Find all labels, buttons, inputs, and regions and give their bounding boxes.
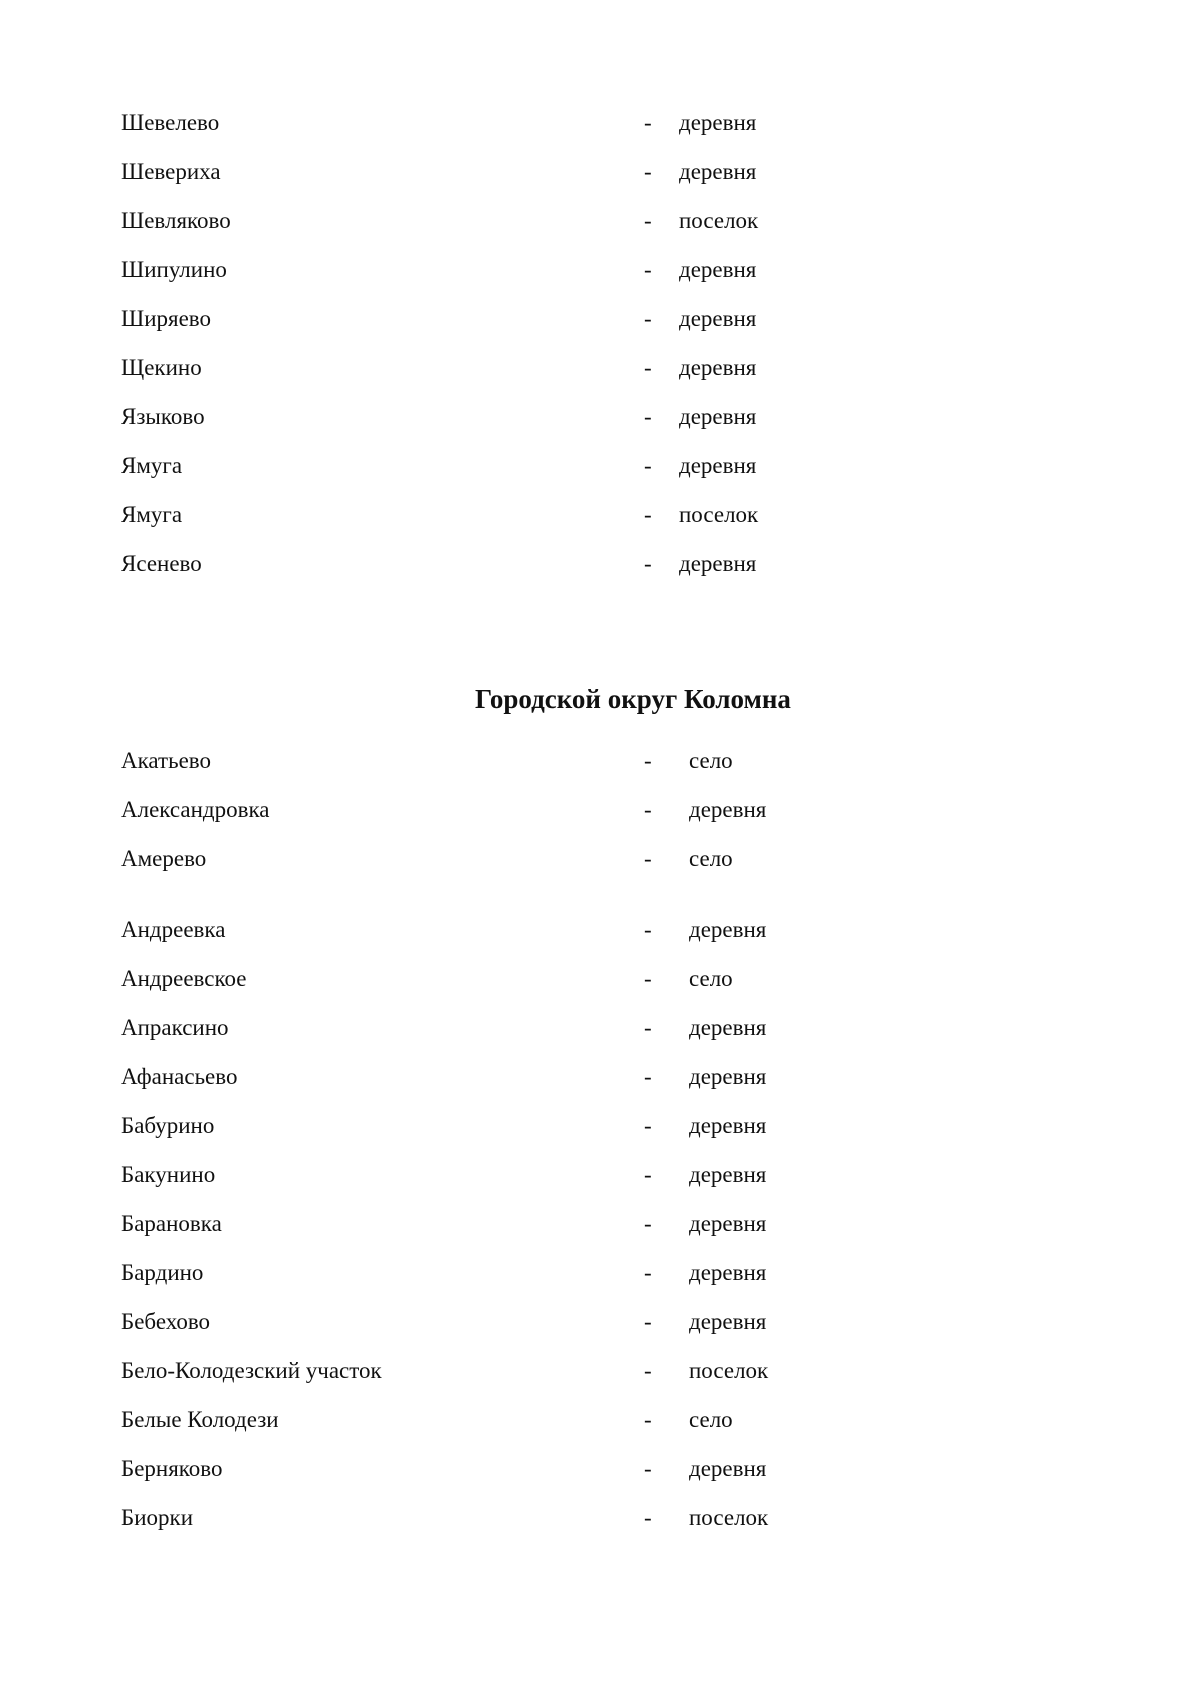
settlement-type: село: [689, 846, 733, 871]
settlement-name: Щекино: [121, 355, 202, 380]
list-item: [121, 1111, 1021, 1160]
settlement-name: Барановка: [121, 1211, 222, 1236]
settlement-type: село: [689, 748, 733, 773]
dash-separator: -: [644, 748, 652, 773]
settlement-name: Бабурино: [121, 1113, 215, 1138]
settlement-type: деревня: [689, 1113, 767, 1138]
dash-separator: -: [644, 159, 652, 184]
settlement-type: село: [689, 966, 733, 991]
settlement-name: Бело-Колодезский участок: [121, 1358, 382, 1383]
dash-separator: -: [644, 1015, 652, 1040]
settlement-name: Амерево: [121, 846, 207, 871]
list-item: [121, 795, 1021, 844]
settlement-type: поселок: [689, 1505, 769, 1530]
settlement-type: деревня: [689, 1015, 767, 1040]
settlement-name: Берняково: [121, 1456, 223, 1481]
settlement-name: Андреевское: [121, 966, 247, 991]
dash-separator: -: [644, 1260, 652, 1285]
settlement-type: поселок: [689, 1358, 769, 1383]
list-item: [121, 402, 1021, 451]
list-item: [121, 1062, 1021, 1111]
list-item: [121, 304, 1021, 353]
list-item: [121, 1307, 1021, 1356]
list-item: [121, 915, 1021, 964]
list-item: [121, 746, 1021, 795]
list-item: [121, 1258, 1021, 1307]
list-item: [121, 157, 1021, 206]
list-item: [121, 549, 1021, 598]
settlement-type: деревня: [689, 1064, 767, 1089]
dash-separator: -: [644, 1456, 652, 1481]
list-item: [121, 206, 1021, 255]
settlement-name: Андреевка: [121, 917, 226, 942]
dash-separator: -: [644, 551, 652, 576]
list-item: [121, 1160, 1021, 1209]
list-item: [121, 500, 1021, 549]
list-item: [121, 353, 1021, 402]
dash-separator: -: [644, 453, 652, 478]
dash-separator: -: [644, 110, 652, 135]
settlement-type: деревня: [689, 1162, 767, 1187]
section-title: Городской округ Коломна: [475, 684, 791, 714]
dash-separator: -: [644, 1358, 652, 1383]
settlement-name: Ширяево: [121, 306, 212, 331]
settlement-name: Бардино: [121, 1260, 204, 1285]
dash-separator: -: [644, 1064, 652, 1089]
settlement-type: деревня: [689, 917, 767, 942]
settlement-type: деревня: [679, 257, 757, 282]
dash-separator: -: [644, 1162, 652, 1187]
settlement-type: деревня: [689, 797, 767, 822]
list-item: [121, 1405, 1021, 1454]
list-item: [121, 108, 1021, 157]
settlement-type: деревня: [679, 404, 757, 429]
settlement-name: Белые Колодези: [121, 1407, 279, 1432]
dash-separator: -: [644, 1407, 652, 1432]
list-item: [121, 451, 1021, 500]
settlement-name: Шевелево: [121, 110, 220, 135]
list-item: [121, 1356, 1021, 1405]
settlement-name: Шевляково: [121, 208, 231, 233]
settlement-name: Александровка: [121, 797, 270, 822]
list-item: [121, 1454, 1021, 1503]
settlement-name: Ямуга: [121, 502, 183, 527]
settlement-type: деревня: [689, 1211, 767, 1236]
dash-separator: -: [644, 846, 652, 871]
settlement-list-previous: [121, 108, 1021, 598]
dash-separator: -: [644, 257, 652, 282]
dash-separator: -: [644, 502, 652, 527]
dash-separator: -: [644, 797, 652, 822]
dash-separator: -: [644, 306, 652, 331]
settlement-name: Ямуга: [121, 453, 183, 478]
settlement-type: деревня: [679, 355, 757, 380]
list-item: [121, 1209, 1021, 1258]
settlement-type: село: [689, 1407, 733, 1432]
settlement-name: Апраксино: [121, 1015, 229, 1040]
settlement-name: Афанасьево: [121, 1064, 238, 1089]
settlement-name: Ясенево: [121, 551, 202, 576]
dash-separator: -: [644, 966, 652, 991]
settlement-name: Бакунино: [121, 1162, 216, 1187]
settlement-list-kolomna: [121, 746, 1021, 1552]
list-item: [121, 255, 1021, 304]
settlement-name: Шипулино: [121, 257, 227, 282]
dash-separator: -: [644, 1113, 652, 1138]
dash-separator: -: [644, 917, 652, 942]
settlement-type: деревня: [679, 453, 757, 478]
dash-separator: -: [644, 1505, 652, 1530]
settlement-name: Акатьево: [121, 748, 212, 773]
settlement-name: Бебехово: [121, 1309, 211, 1334]
settlement-type: поселок: [679, 502, 759, 527]
settlement-name: Языково: [121, 404, 205, 429]
dash-separator: -: [644, 208, 652, 233]
settlement-type: деревня: [689, 1260, 767, 1285]
dash-separator: -: [644, 1309, 652, 1334]
dash-separator: -: [644, 404, 652, 429]
settlement-name: Биорки: [121, 1505, 193, 1530]
settlement-type: поселок: [679, 208, 759, 233]
list-item: [121, 1013, 1021, 1062]
settlement-type: деревня: [679, 159, 757, 184]
settlement-type: деревня: [689, 1309, 767, 1334]
settlement-type: деревня: [679, 110, 757, 135]
list-item: [121, 844, 1021, 893]
settlement-type: деревня: [679, 551, 757, 576]
settlement-name: Шевериха: [121, 159, 221, 184]
dash-separator: -: [644, 355, 652, 380]
list-item: [121, 964, 1021, 1013]
dash-separator: -: [644, 1211, 652, 1236]
settlement-type: деревня: [689, 1456, 767, 1481]
list-item: [121, 1503, 1021, 1552]
settlement-type: деревня: [679, 306, 757, 331]
